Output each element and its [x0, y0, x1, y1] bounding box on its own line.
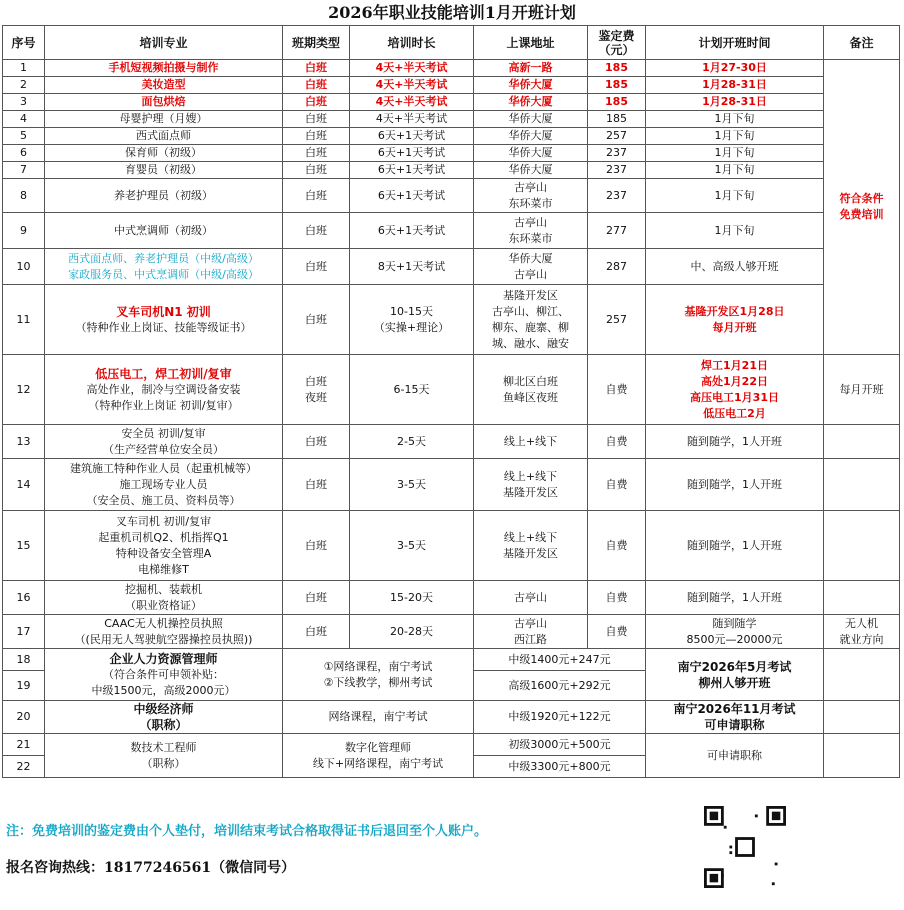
header-major: 培训专业: [45, 26, 283, 60]
row-schedule: 1月下旬: [646, 179, 824, 213]
row-mode: 网络课程，南宁考试: [283, 701, 474, 734]
row-remark: [824, 581, 900, 615]
table-row: [3, 249, 900, 285]
table-row: [3, 511, 900, 581]
row-duration: 6天+1天考试: [350, 179, 474, 213]
header-remark: 备注: [824, 26, 900, 60]
row-fee: 自费: [588, 355, 646, 425]
row-fee: 185: [588, 60, 646, 77]
row-major: [45, 355, 283, 425]
row-type: 白班 夜班: [283, 355, 350, 425]
row-location: 华侨大厦: [474, 77, 588, 94]
major-title: 低压电工，焊工初训/复审: [95, 366, 232, 381]
row-fee: 237: [588, 162, 646, 179]
row-schedule: 随到随学，1人开班: [646, 581, 824, 615]
row-major: 叉车司机 初训/复审 起重机司机Q2、机指挥Q1 特种设备安全管理A 电梯维修T: [45, 511, 283, 581]
row-no: 6: [3, 145, 45, 162]
row-type: 白班: [283, 128, 350, 145]
row-fee: 自费: [588, 511, 646, 581]
hotline: 报名咨询热线：18177246561（微信同号）: [6, 860, 296, 876]
table-row: [3, 581, 900, 615]
table-row: [3, 649, 900, 671]
row-major: 安全员 初训/复审 （生产经营单位安全员）: [45, 425, 283, 459]
row-duration: 4天+半天考试: [350, 60, 474, 77]
row-duration: 15-20天: [350, 581, 474, 615]
row-schedule: 基隆开发区1月28日 每月开班: [646, 285, 824, 355]
row-fee: 185: [588, 111, 646, 128]
row-no: 18: [3, 649, 45, 671]
table-row: [3, 77, 900, 94]
table-row: [3, 615, 900, 649]
row-schedule: 可申请职称: [646, 734, 824, 778]
row-duration: 6天+1天考试: [350, 162, 474, 179]
row-location: 基隆开发区 古亭山、柳江、 柳东、鹿寨、柳 城、融水、融安: [474, 285, 588, 355]
row-major: 建筑施工特种作业人员（起重机械等） 施工现场专业人员 （安全员、施工员、资料员等）: [45, 459, 283, 511]
row-major: 数技术工程师 （职称）: [45, 734, 283, 778]
row-fee: 中级3300元+800元: [474, 756, 646, 778]
row-no: 9: [3, 213, 45, 249]
row-major: [45, 649, 283, 701]
row-remark: 每月开班: [824, 355, 900, 425]
row-remark: 符合条件 免费培训: [824, 60, 900, 355]
row-remark: [824, 511, 900, 581]
row-location: 高新一路: [474, 60, 588, 77]
row-major: 养老护理员（初级）: [45, 179, 283, 213]
row-schedule: 1月下旬: [646, 162, 824, 179]
table-row: [3, 425, 900, 459]
row-location: 线上+线下: [474, 425, 588, 459]
row-mode: 数字化管理师 线下+网络课程，南宁考试: [283, 734, 474, 778]
row-type: 白班: [283, 111, 350, 128]
table-row: [3, 145, 900, 162]
table-row: [3, 459, 900, 511]
page-title: 2026年职业技能培训1月开班计划: [328, 3, 576, 22]
major-title: 叉车司机N1 初训: [116, 304, 211, 319]
row-fee: 237: [588, 179, 646, 213]
row-location: 古亭山: [474, 581, 588, 615]
row-duration: 4天+半天考试: [350, 77, 474, 94]
table-row: [3, 355, 900, 425]
row-major: [45, 285, 283, 355]
row-fee: 257: [588, 128, 646, 145]
row-no: 15: [3, 511, 45, 581]
row-mode: ①网络课程，南宁考试 ②下线教学，柳州考试: [283, 649, 474, 701]
row-type: 白班: [283, 459, 350, 511]
row-major: 西式面点师: [45, 128, 283, 145]
row-duration: 4天+半天考试: [350, 94, 474, 111]
table-row: [3, 213, 900, 249]
row-no: 12: [3, 355, 45, 425]
row-no: 4: [3, 111, 45, 128]
row-duration: 20-28天: [350, 615, 474, 649]
row-location: 古亭山 东环菜市: [474, 213, 588, 249]
row-schedule: 1月27-30日: [646, 60, 824, 77]
row-schedule: 1月下旬: [646, 145, 824, 162]
row-type: 白班: [283, 285, 350, 355]
row-no: 1: [3, 60, 45, 77]
major-subtitle: （符合条件可申领补贴： 中级1500元，高级2000元）: [91, 667, 236, 697]
row-duration: 2-5天: [350, 425, 474, 459]
header-no: 序号: [3, 26, 45, 60]
row-major: 母婴护理（月嫂）: [45, 111, 283, 128]
row-fee: 257: [588, 285, 646, 355]
row-fee: 277: [588, 213, 646, 249]
row-remark: [824, 734, 900, 778]
row-major: 中级经济师 （职称）: [45, 701, 283, 734]
row-schedule: 中、高级人够开班: [646, 249, 824, 285]
table-row: [3, 162, 900, 179]
wechat-qr-code: [704, 806, 786, 888]
row-location: 华侨大厦: [474, 111, 588, 128]
row-type: 白班: [283, 162, 350, 179]
row-no: 14: [3, 459, 45, 511]
row-no: 22: [3, 756, 45, 778]
row-duration: 6天+1天考试: [350, 145, 474, 162]
row-major: 育婴员（初级）: [45, 162, 283, 179]
row-schedule: 南宁2026年11月考试 可申请职称: [646, 701, 824, 734]
row-type: 白班: [283, 581, 350, 615]
row-no: 17: [3, 615, 45, 649]
row-major: 面包烘焙: [45, 94, 283, 111]
table-row: [3, 285, 900, 355]
row-duration: 6天+1天考试: [350, 128, 474, 145]
row-location: 柳北区白班 鱼峰区夜班: [474, 355, 588, 425]
table-row: [3, 94, 900, 111]
row-remark: 无人机 就业方向: [824, 615, 900, 649]
row-schedule: 随到随学，1人开班: [646, 459, 824, 511]
row-schedule: 南宁2026年5月考试 柳州人够开班: [646, 649, 824, 701]
row-type: 白班: [283, 511, 350, 581]
row-major: CAAC无人机操控员执照 （(民用无人驾驶航空器操控员执照)): [45, 615, 283, 649]
header-row: [3, 26, 900, 60]
row-schedule: 1月下旬: [646, 213, 824, 249]
row-location: 古亭山 西江路: [474, 615, 588, 649]
table-row: [3, 701, 900, 734]
row-fee: 自费: [588, 425, 646, 459]
row-remark: [824, 649, 900, 701]
table-row: [3, 128, 900, 145]
row-no: 20: [3, 701, 45, 734]
table-row: [3, 111, 900, 128]
row-fee: 中级1400元+247元: [474, 649, 646, 671]
row-type: 白班: [283, 615, 350, 649]
table-row: [3, 60, 900, 77]
row-duration: 10-15天 （实操+理论）: [350, 285, 474, 355]
row-type: 白班: [283, 179, 350, 213]
row-no: 21: [3, 734, 45, 756]
header-fee: 鉴定费 （元）: [588, 26, 646, 60]
table-row: [3, 734, 900, 756]
row-duration: 4天+半天考试: [350, 111, 474, 128]
row-major: 挖掘机、装载机 （职业资格证）: [45, 581, 283, 615]
major-title: 企业人力资源管理师: [109, 651, 218, 666]
row-duration: 6天+1天考试: [350, 213, 474, 249]
row-location: 古亭山 东环菜市: [474, 179, 588, 213]
row-no: 8: [3, 179, 45, 213]
row-fee: 高级1600元+292元: [474, 671, 646, 701]
row-remark: [824, 459, 900, 511]
header-type: 班期类型: [283, 26, 350, 60]
row-schedule: 1月28-31日: [646, 77, 824, 94]
header-location: 上课地址: [474, 26, 588, 60]
row-location: 华侨大厦: [474, 94, 588, 111]
row-major: 手机短视频拍摄与制作: [45, 60, 283, 77]
row-no: 3: [3, 94, 45, 111]
row-location: 线上+线下 基隆开发区: [474, 511, 588, 581]
footer-note: 注：免费培训的鉴定费由个人垫付，培训结束考试合格取得证书后退回至个人账户。: [6, 824, 488, 839]
row-fee: 自费: [588, 615, 646, 649]
header-duration: 培训时长: [350, 26, 474, 60]
row-fee: 初级3000元+500元: [474, 734, 646, 756]
row-schedule: 随到随学 8500元—20000元: [646, 615, 824, 649]
row-duration: 3-5天: [350, 511, 474, 581]
row-no: 5: [3, 128, 45, 145]
row-no: 10: [3, 249, 45, 285]
row-duration: 3-5天: [350, 459, 474, 511]
row-schedule: 焊工1月21日 高处1月22日 高压电工1月31日 低压电工2月: [646, 355, 824, 425]
row-fee: 185: [588, 77, 646, 94]
row-major: 保育师（初级）: [45, 145, 283, 162]
row-fee: 自费: [588, 581, 646, 615]
row-location: 线上+线下 基隆开发区: [474, 459, 588, 511]
row-schedule: 1月下旬: [646, 111, 824, 128]
row-type: 白班: [283, 145, 350, 162]
major-subtitle: 高处作业，制冷与空调设备安装 （特种作业上岗证 初训/复审）: [86, 382, 241, 412]
table-row: [3, 179, 900, 213]
row-remark: [824, 701, 900, 734]
row-type: 白班: [283, 249, 350, 285]
row-major: 中式烹调师（初级）: [45, 213, 283, 249]
row-no: 13: [3, 425, 45, 459]
row-location: 华侨大厦: [474, 145, 588, 162]
row-no: 2: [3, 77, 45, 94]
row-no: 7: [3, 162, 45, 179]
row-fee: 自费: [588, 459, 646, 511]
row-location: 华侨大厦: [474, 162, 588, 179]
row-duration: 6-15天: [350, 355, 474, 425]
row-type: 白班: [283, 425, 350, 459]
row-type: 白班: [283, 77, 350, 94]
row-no: 16: [3, 581, 45, 615]
row-schedule: 1月28-31日: [646, 94, 824, 111]
header-schedule: 计划开班时间: [646, 26, 824, 60]
row-schedule: 随到随学，1人开班: [646, 425, 824, 459]
row-major: 美妆造型: [45, 77, 283, 94]
row-fee: 185: [588, 94, 646, 111]
row-remark: [824, 425, 900, 459]
row-schedule: 随到随学，1人开班: [646, 511, 824, 581]
row-fee: 287: [588, 249, 646, 285]
row-type: 白班: [283, 213, 350, 249]
row-major: 西式面点师、养老护理员（中级/高级） 家政服务员、中式烹调师（中级/高级）: [45, 249, 283, 285]
schedule-table: [2, 25, 900, 778]
row-no: 11: [3, 285, 45, 355]
row-type: 白班: [283, 60, 350, 77]
row-no: 19: [3, 671, 45, 701]
row-fee: 237: [588, 145, 646, 162]
row-location: 华侨大厦 古亭山: [474, 249, 588, 285]
row-fee: 中级1920元+122元: [474, 701, 646, 734]
row-type: 白班: [283, 94, 350, 111]
row-schedule: 1月下旬: [646, 128, 824, 145]
row-location: 华侨大厦: [474, 128, 588, 145]
row-duration: 8天+1天考试: [350, 249, 474, 285]
major-subtitle: （特种作业上岗证、技能等级证书）: [75, 320, 252, 334]
